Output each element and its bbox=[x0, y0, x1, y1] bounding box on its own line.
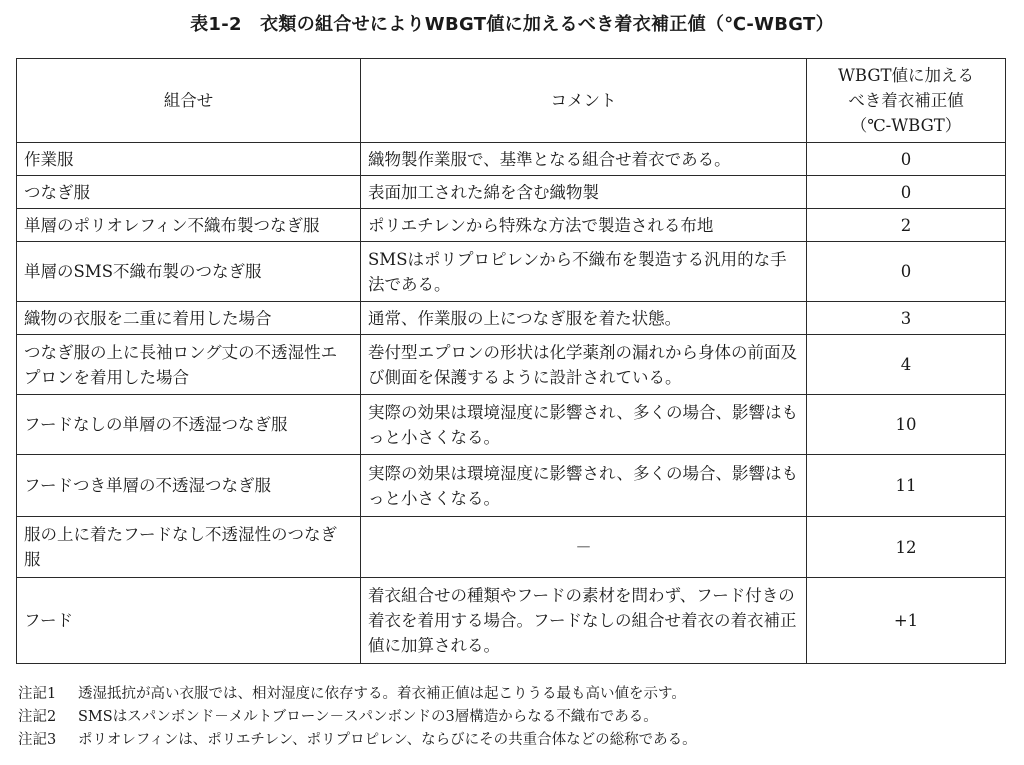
table-row bbox=[17, 143, 1006, 176]
note-text: 透湿抵抗が高い衣服では、相対湿度に依存する。着衣補正値は起こりうる最も高い値を示す。 bbox=[78, 686, 686, 702]
table-header-row bbox=[17, 59, 1006, 143]
cell-value: 0 bbox=[807, 143, 1006, 176]
table-row bbox=[17, 242, 1006, 302]
table-row bbox=[17, 455, 1006, 517]
cell-comment: － bbox=[361, 517, 807, 578]
note-label: 注記3 bbox=[18, 732, 57, 748]
table-row bbox=[17, 176, 1006, 209]
cell-comment: 実際の効果は環境湿度に影響され、多くの場合、影響はもっと小さくなる。 bbox=[361, 395, 807, 455]
note-line bbox=[18, 683, 1008, 706]
page-title: 表1-2 衣類の組合せによりWBGT値に加えるべき着衣補正値（℃-WBGT） bbox=[190, 14, 834, 35]
cell-value: 10 bbox=[807, 395, 1006, 455]
cell-comment: ポリエチレンから特殊な方法で製造される布地 bbox=[361, 209, 807, 242]
cell-comment: SMSはポリプロピレンから不織布を製造する汎用的な手法である。 bbox=[361, 242, 807, 302]
clothing-correction-table bbox=[16, 58, 1006, 664]
cell-comment: 織物製作業服で、基準となる組合せ着衣である。 bbox=[361, 143, 807, 176]
header-value-line-3: （℃-WBGT） bbox=[850, 116, 962, 135]
cell-value: 0 bbox=[807, 242, 1006, 302]
note-text: SMSはスパンボンド－メルトブローン－スパンボンドの3層構造からなる不織布である。 bbox=[78, 709, 658, 725]
table-row bbox=[17, 517, 1006, 578]
note-text: ポリオレフィンは、ポリエチレン、ポリプロピレン、ならびにその共重合体などの総称である。 bbox=[78, 732, 697, 748]
table-row bbox=[17, 302, 1006, 335]
cell-comment: 表面加工された綿を含む織物製 bbox=[361, 176, 807, 209]
table-row bbox=[17, 209, 1006, 242]
cell-value: +1 bbox=[807, 578, 1006, 664]
cell-combination: 織物の衣服を二重に着用した場合 bbox=[17, 302, 361, 335]
header-value-line-1: WBGT値に加える bbox=[837, 66, 975, 85]
note-label: 注記1 bbox=[18, 686, 57, 702]
cell-combination: つなぎ服の上に長袖ロング丈の不透湿性エプロンを着用した場合 bbox=[17, 335, 361, 395]
notes-section bbox=[18, 683, 1008, 752]
cell-comment: 着衣組合せの種類やフードの素材を問わず、フード付きの着衣を着用する場合。フードなしの組合せ着衣の着衣補正値に加算される。 bbox=[361, 578, 807, 664]
cell-value: 11 bbox=[807, 455, 1006, 517]
note-line bbox=[18, 729, 1008, 752]
table-row bbox=[17, 578, 1006, 664]
note-label: 注記2 bbox=[18, 709, 57, 725]
cell-comment: 実際の効果は環境湿度に影響され、多くの場合、影響はもっと小さくなる。 bbox=[361, 455, 807, 517]
header-combination: 組合せ bbox=[17, 59, 361, 143]
note-line bbox=[18, 706, 1008, 729]
cell-combination: フードつき単層の不透湿つなぎ服 bbox=[17, 455, 361, 517]
cell-value: 12 bbox=[807, 517, 1006, 578]
cell-value: 3 bbox=[807, 302, 1006, 335]
cell-combination: 単層のSMS不織布製のつなぎ服 bbox=[17, 242, 361, 302]
cell-combination: つなぎ服 bbox=[17, 176, 361, 209]
cell-value: 2 bbox=[807, 209, 1006, 242]
table-row bbox=[17, 335, 1006, 395]
cell-combination: フードなしの単層の不透湿つなぎ服 bbox=[17, 395, 361, 455]
header-correction-value bbox=[807, 59, 1006, 143]
cell-comment: 巻付型エプロンの形状は化学薬剤の漏れから身体の前面及び側面を保護するように設計されている。 bbox=[361, 335, 807, 395]
table-row bbox=[17, 395, 1006, 455]
cell-combination: 服の上に着たフードなし不透湿性のつなぎ服 bbox=[17, 517, 361, 578]
header-comment: コメント bbox=[361, 59, 807, 143]
cell-combination: 作業服 bbox=[17, 143, 361, 176]
cell-comment: 通常、作業服の上につなぎ服を着た状態。 bbox=[361, 302, 807, 335]
cell-value: 4 bbox=[807, 335, 1006, 395]
header-value-line-2: べき着衣補正値 bbox=[848, 91, 964, 110]
cell-value: 0 bbox=[807, 176, 1006, 209]
cell-combination: フード bbox=[17, 578, 361, 664]
cell-combination: 単層のポリオレフィン不織布製つなぎ服 bbox=[17, 209, 361, 242]
